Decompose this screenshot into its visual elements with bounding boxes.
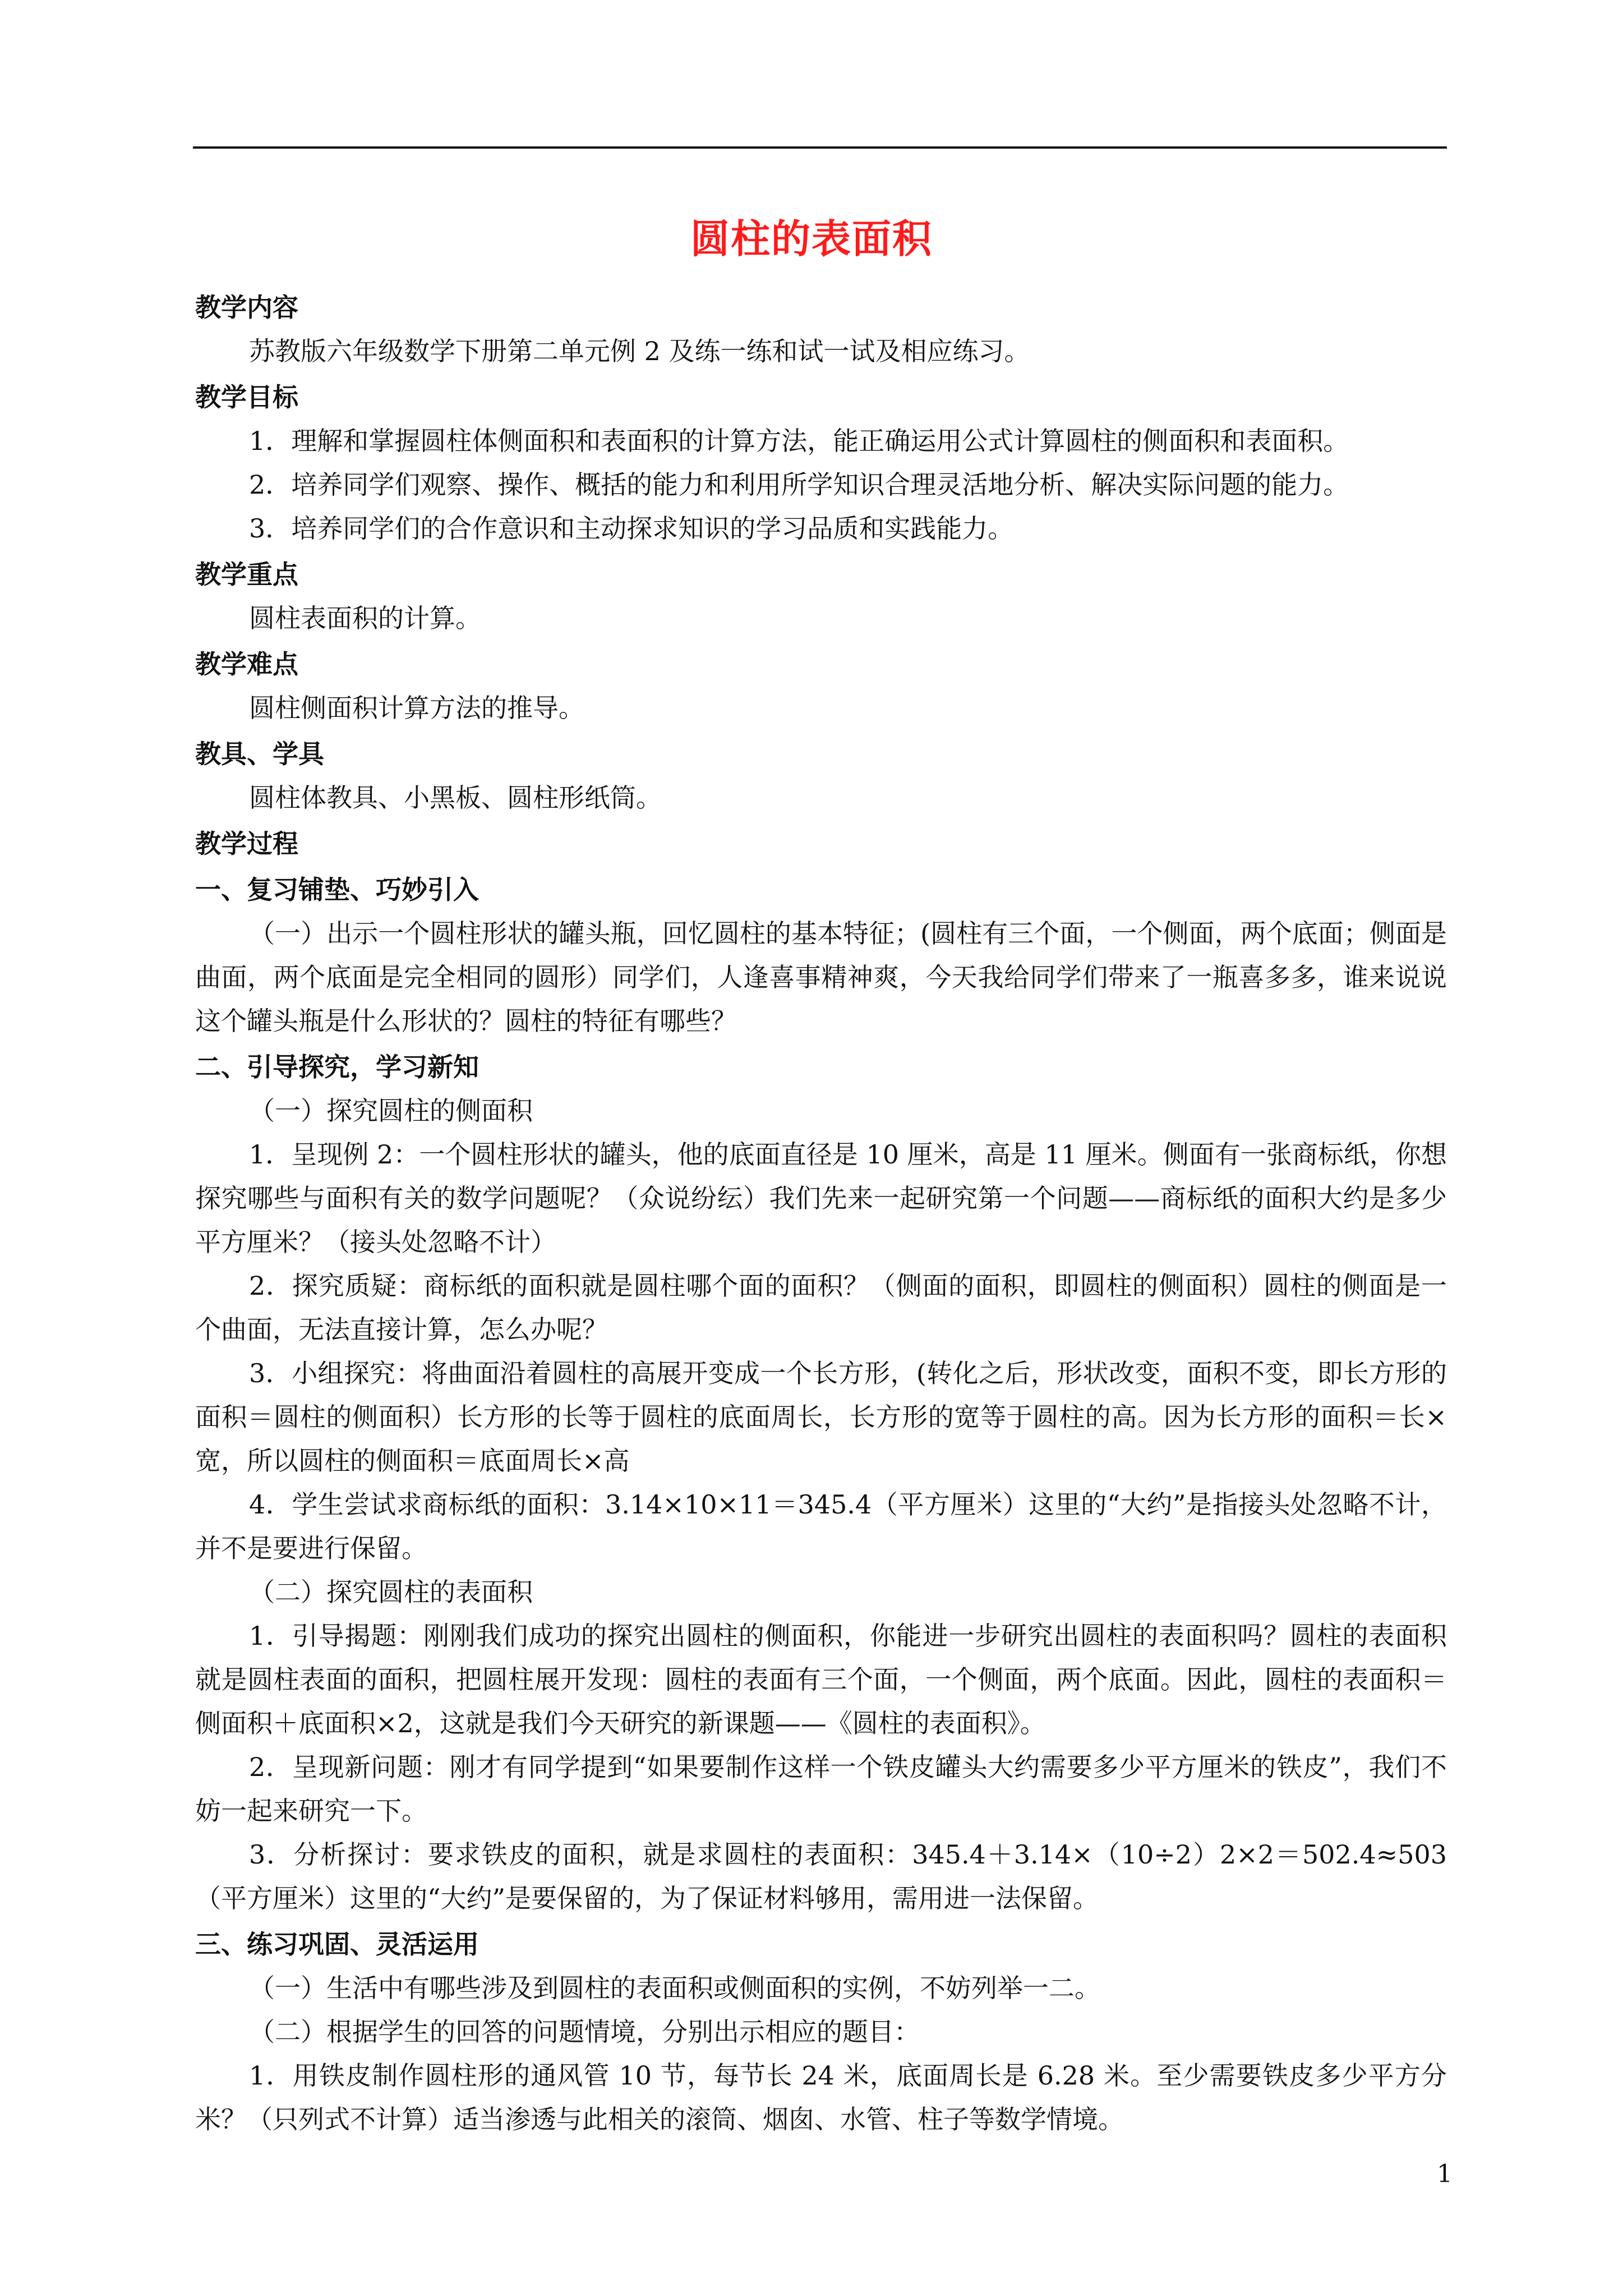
part1-text: （一）出示一个圆柱形状的罐头瓶，回忆圆柱的基本特征；(圆柱有三个面，一个侧面，两个底面；侧面是曲面，两个底面是完全相同的圆形）同学们，人逢喜事精神爽，今天我给同学们带来了一瓶喜多多，谁来说说这个罐头瓶是什么形状的？圆柱的特征有哪些？ [195,918,1447,1036]
goal-item: 1．理解和掌握圆柱体侧面积和表面积的计算方法，能正确运用公式计算圆柱的侧面积和表面积。 [249,426,1349,456]
header-rule [193,146,1447,149]
part3-subheading-2: （二）根据学生的回答的问题情境，分别出示相应的题目： [249,2017,920,2047]
section-heading-difficulty: 教学难点 [195,649,298,679]
part2-sub2-item: 1．引导揭题：刚刚我们成功的探究出圆柱的侧面积，你能进一步研究出圆柱的表面积吗？圆柱的表面积就是圆柱表面的面积，把圆柱展开发现：圆柱的表面有三个面，一个侧面，两个底面。因此，圆柱的表面积＝侧面积＋底面积×2，这就是我们今天研究的新课题——《圆柱的表面积》。 [195,1621,1447,1738]
section-heading-content: 教学内容 [195,292,298,323]
section-heading-tools: 教具、学具 [195,739,324,769]
part1-heading: 一、复习铺垫、巧妙引入 [195,875,479,905]
part2-subheading-1: （一）探究圆柱的侧面积 [249,1096,533,1126]
key-text: 圆柱表面积的计算。 [249,603,481,633]
section-heading-goals: 教学目标 [195,382,298,412]
part2-heading: 二、引导探究，学习新知 [195,1052,479,1082]
part3-subheading-1: （一）生活中有哪些涉及到圆柱的表面积或侧面积的实例，不妨列举一二。 [249,1973,1100,2003]
part2-sub1-item: 4．学生尝试求商标纸的面积：3.14×10×11＝345.4（平方厘米）这里的“大约”是指接头处忽略不计，并不是要进行保留。 [195,1489,1447,1563]
document-title: 圆柱的表面积 [690,215,933,262]
part2-subheading-2: （二）探究圆柱的表面积 [249,1577,533,1607]
content-text: 苏教版六年级数学下册第二单元例 2 及练一练和试一试及相应练习。 [249,336,1030,366]
goal-item: 2．培养同学们观察、操作、概括的能力和利用所学知识合理灵活地分析、解决实际问题的能力。 [249,470,1349,500]
part3-item: 1．用铁皮制作圆柱形的通风管 10 节，每节长 24 米，底面周长是 6.28 米。至少需要铁皮多少平方分米？（只列式不计算）适当渗透与此相关的滚筒、烟囱、水管、柱子等数学情境。 [195,2060,1447,2134]
part2-sub1-item: 2．探究质疑：商标纸的面积就是圆柱哪个面的面积？（侧面的面积，即圆柱的侧面积）圆柱的侧面是一个曲面，无法直接计算，怎么办呢？ [195,1271,1447,1345]
page-number: 1 [1437,2160,1453,2188]
difficulty-text: 圆柱侧面积计算方法的推导。 [249,693,584,723]
part2-sub2-item: 3．分析探讨：要求铁皮的面积，就是求圆柱的表面积：345.4＋3.14×（10÷2）2×2＝502.4≈503（平方厘米）这里的“大约”是要保留的，为了保证材料够用，需用进一法保留。 [195,1839,1447,1913]
section-heading-key: 教学重点 [195,559,298,590]
part2-sub1-item: 3．小组探究：将曲面沿着圆柱的高展开变成一个长方形，(转化之后，形状改变，面积不变，即长方形的面积＝圆柱的侧面积）长方形的长等于圆柱的底面周长，长方形的宽等于圆柱的高。因为长方形的面积＝长×宽，所以圆柱的侧面积＝底面周长×高 [195,1358,1447,1476]
tools-text: 圆柱体教具、小黑板、圆柱形纸筒。 [249,783,662,813]
part2-sub1-item: 1．呈现例 2：一个圆柱形状的罐头，他的底面直径是 10 厘米，高是 11 厘米。侧面有一张商标纸，你想探究哪些与面积有关的数学问题呢？（众说纷纭）我们先来一起研究第一个问题——商标纸的面积大约是多少平方厘米？（接头处忽略不计） [195,1139,1447,1257]
section-heading-process: 教学过程 [195,829,298,859]
goal-item: 3．培养同学们的合作意识和主动探求知识的学习品质和实践能力。 [249,513,1014,544]
part2-sub2-item: 2．呈现新问题：刚才有同学提到“如果要制作这样一个铁皮罐头大约需要多少平方厘米的铁皮”，我们不妨一起来研究一下。 [195,1752,1447,1826]
part3-heading: 三、练习巩固、灵活运用 [195,1929,479,1959]
document-body [195,283,1447,2141]
